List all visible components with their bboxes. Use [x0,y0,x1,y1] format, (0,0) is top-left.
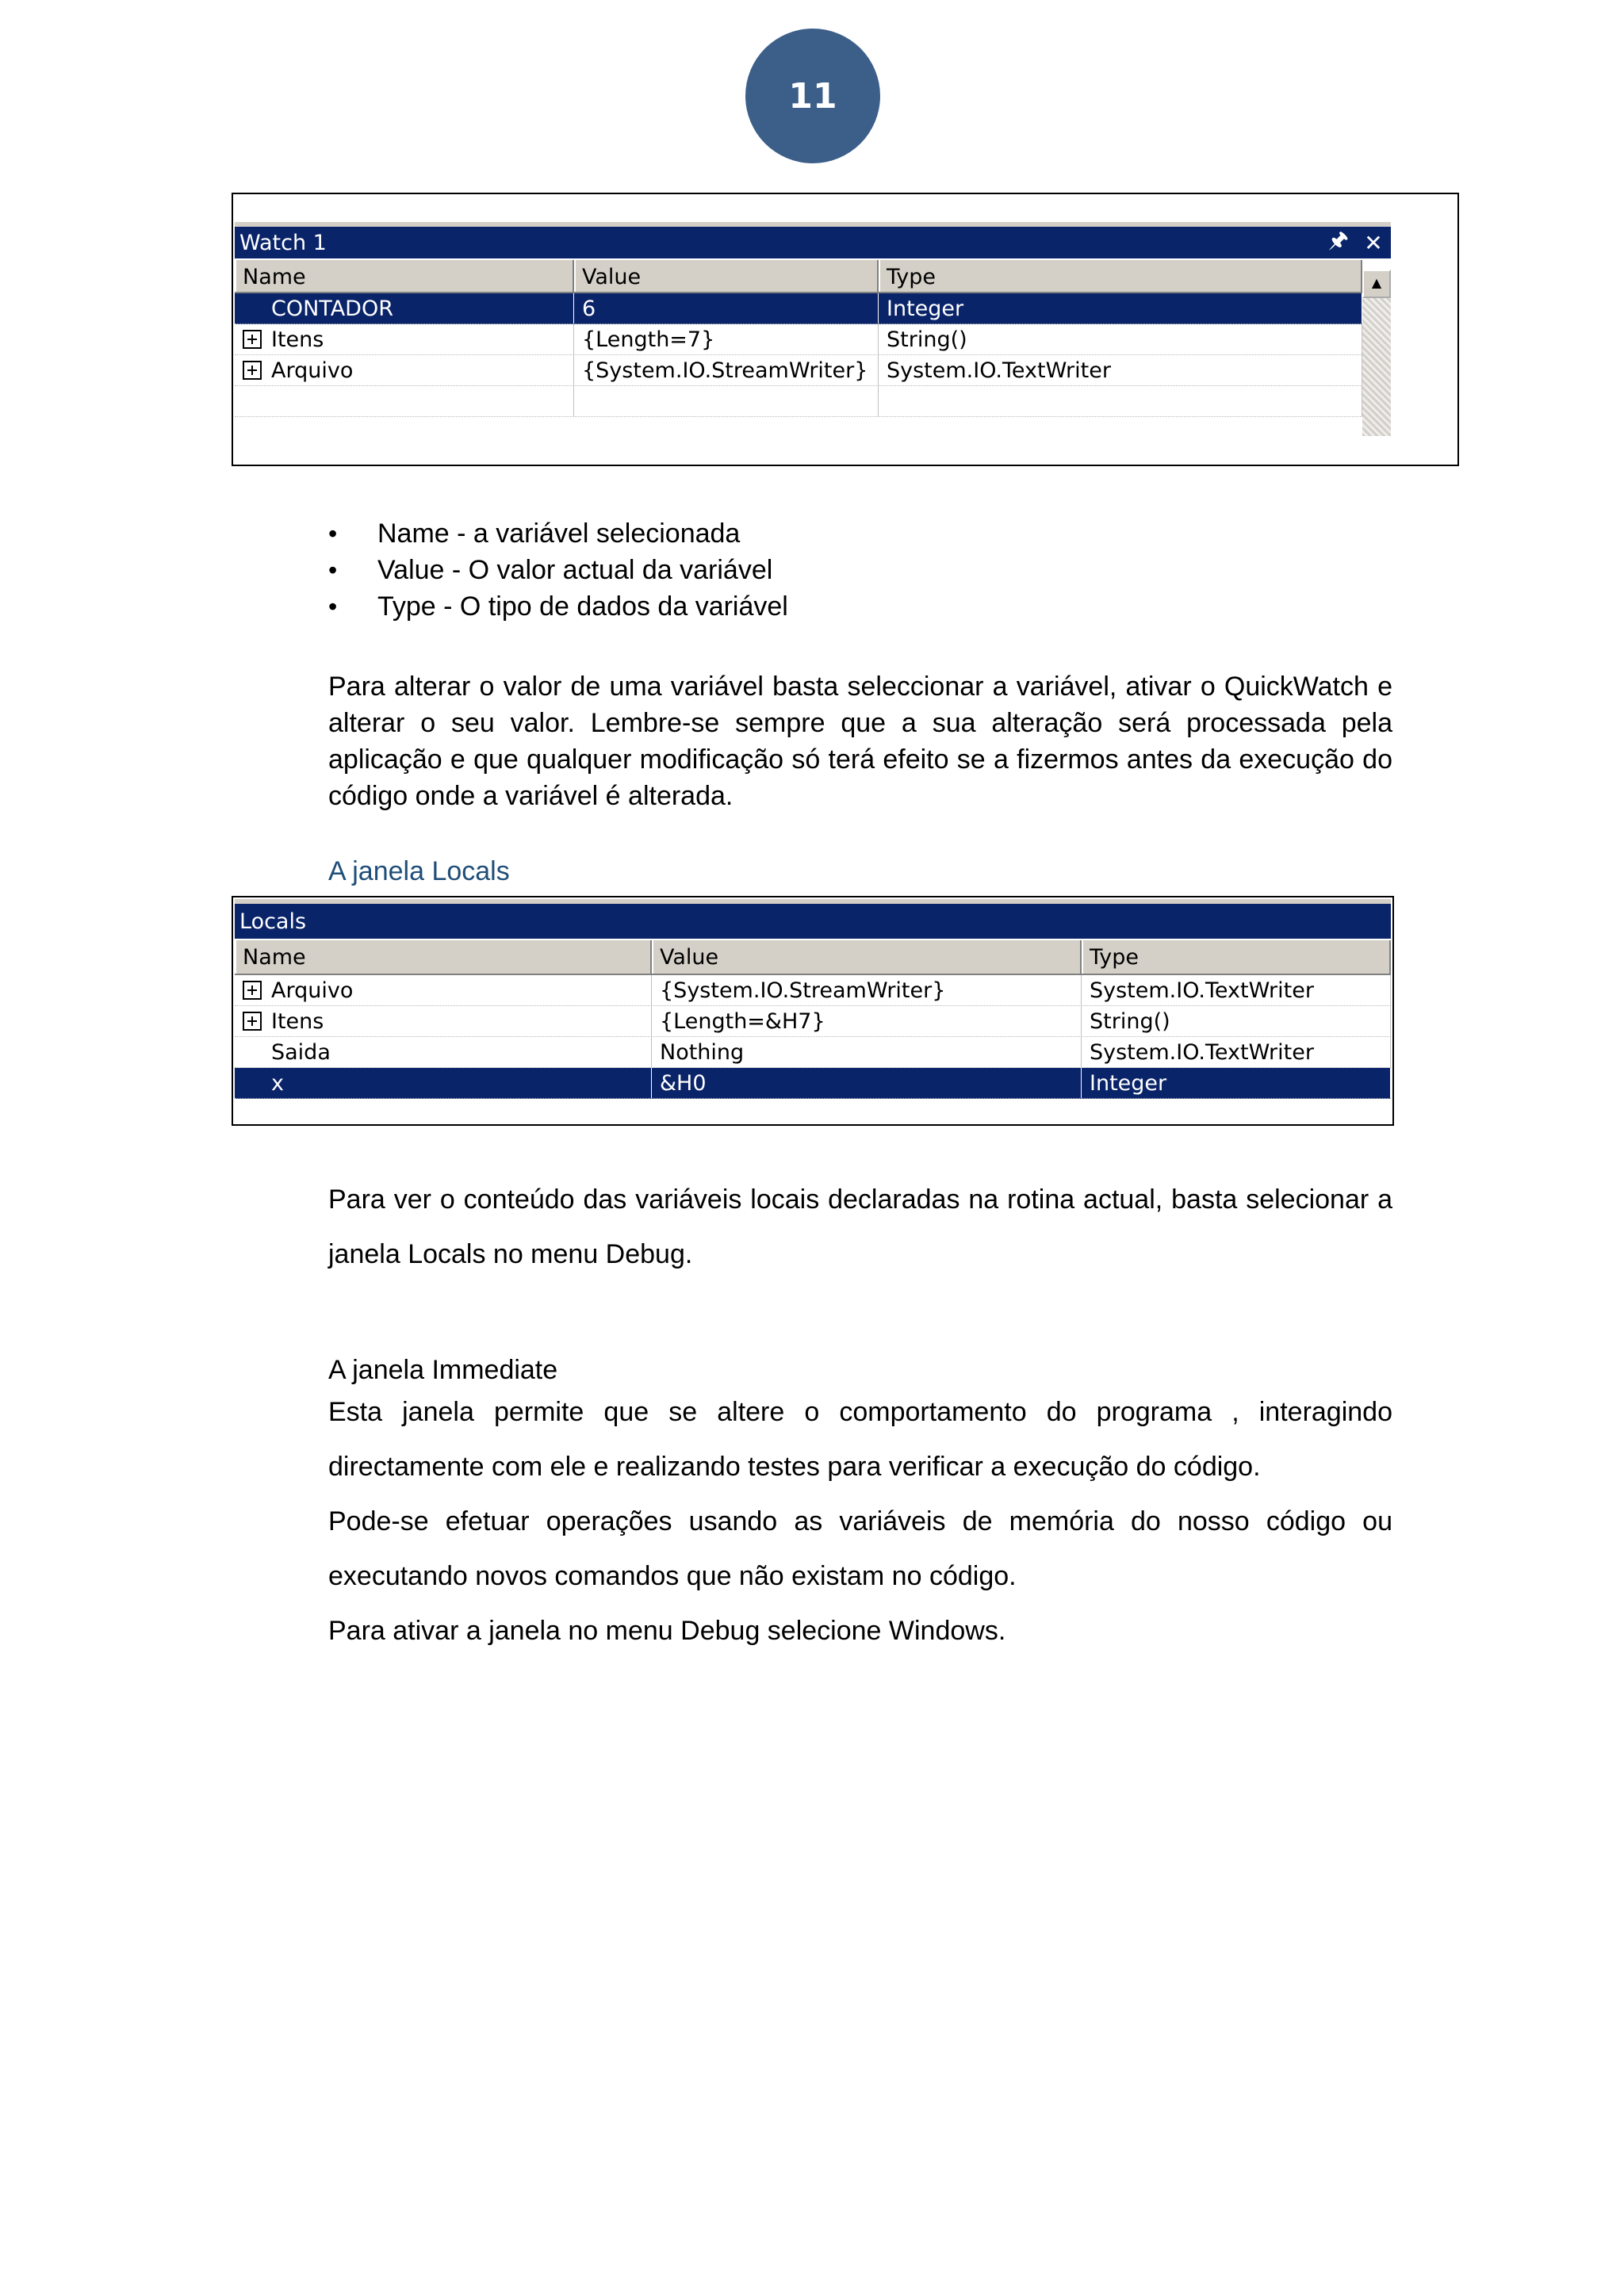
locals-row-value: &H0 [660,1071,707,1096]
watch-row-type: Integer [887,297,964,321]
scroll-up-icon[interactable]: ▲ [1362,270,1391,298]
immediate-paragraph-line: Esta janela permite que se altere o comportamento do programa , interagindo [328,1397,1392,1427]
locals-row-type: String() [1090,1009,1170,1034]
watch-row[interactable] [235,293,1362,324]
immediate-heading: A janela Immediate [328,1355,558,1385]
immediate-paragraph-line: directamente com ele e realizando testes para verificar a execução do código. [328,1452,1261,1482]
immediate-paragraph-line: executando novos comandos que não existam no código. [328,1561,1017,1591]
watch-row-name: Itens [271,327,324,352]
watch-row-name: CONTADOR [271,297,393,321]
locals-row-value: {System.IO.StreamWriter} [660,978,946,1003]
watch-header-name[interactable]: Name [235,260,574,292]
list-item: • Value - O valor actual da variável [328,552,788,588]
watch-scrollbar[interactable] [1362,270,1391,436]
watch-row-value: {Length=7} [582,327,715,352]
locals-header-type[interactable]: Type [1082,940,1391,974]
locals-heading: A janela Locals [328,856,510,886]
locals-row[interactable] [235,1037,1391,1068]
locals-row-name: Saida [271,1040,331,1065]
watch-header-value[interactable]: Value [574,260,879,292]
watch-row[interactable] [235,355,1362,386]
page-number: 11 [745,29,880,163]
locals-row-value: {Length=&H7} [660,1009,825,1034]
pin-icon[interactable]: 🖈 [1328,227,1349,253]
locals-row-value: Nothing [660,1040,745,1065]
watch-empty-row[interactable] [235,386,1362,417]
watch-header-row [235,258,1362,293]
locals-header-value[interactable]: Value [652,940,1082,974]
locals-row-type: System.IO.TextWriter [1090,978,1314,1003]
list-item: • Name - a variável selecionada [328,515,788,552]
locals-row-name: Itens [271,1009,324,1034]
watch-row[interactable] [235,324,1362,355]
watch-window-title: Watch 1 [239,230,327,255]
locals-row[interactable] [235,1068,1391,1099]
watch-grid [235,258,1362,417]
locals-row-name: x [271,1071,284,1096]
locals-window-titlebar [235,899,1391,939]
locals-header-name[interactable]: Name [235,940,652,974]
column-description-list [328,515,788,625]
quickwatch-paragraph: Para alterar o valor de uma variável basta seleccionar a variável, ativar o QuickWatch e alterar o seu valor. Lembre-se sempre que a sua alteração será processada pela aplicação e que qualquer modificação só terá efeito se a fizermos antes da execução do código onde a variável é alterada. [328,672,1392,811]
expand-icon[interactable] [243,330,262,349]
watch-row-name: Arquivo [271,358,354,383]
list-item: • Type - O tipo de dados da variável [328,588,788,625]
immediate-paragraph-line: Pode-se efetuar operações usando as variáveis de memória do nosso código ou [328,1506,1392,1536]
watch-header-type[interactable]: Type [879,260,1362,292]
locals-window-title: Locals [239,909,307,934]
expand-icon[interactable] [243,361,262,380]
locals-paragraph-line2: janela Locals no menu Debug. [328,1239,693,1269]
watch-window [235,222,1391,436]
locals-header-row [235,939,1391,975]
locals-window [235,899,1391,1123]
immediate-paragraph-line: Para ativar a janela no menu Debug selecione Windows. [328,1616,1006,1646]
locals-row-type: Integer [1090,1071,1167,1096]
locals-paragraph-line1: Para ver o conteúdo das variáveis locais declaradas na rotina actual, basta selecionar a [328,1184,1392,1215]
watch-row-value: 6 [582,297,596,321]
locals-row[interactable] [235,1006,1391,1037]
locals-row-name: Arquivo [271,978,354,1003]
watch-row-type: String() [887,327,967,352]
expand-icon[interactable] [243,981,262,1000]
close-icon[interactable]: ✕ [1364,229,1383,256]
expand-icon[interactable] [243,1012,262,1031]
locals-row[interactable] [235,975,1391,1006]
locals-grid [235,939,1391,1099]
watch-window-titlebar [235,222,1391,258]
locals-row-type: System.IO.TextWriter [1090,1040,1314,1065]
watch-row-type: System.IO.TextWriter [887,358,1111,383]
watch-row-value: {System.IO.StreamWriter} [582,358,868,383]
